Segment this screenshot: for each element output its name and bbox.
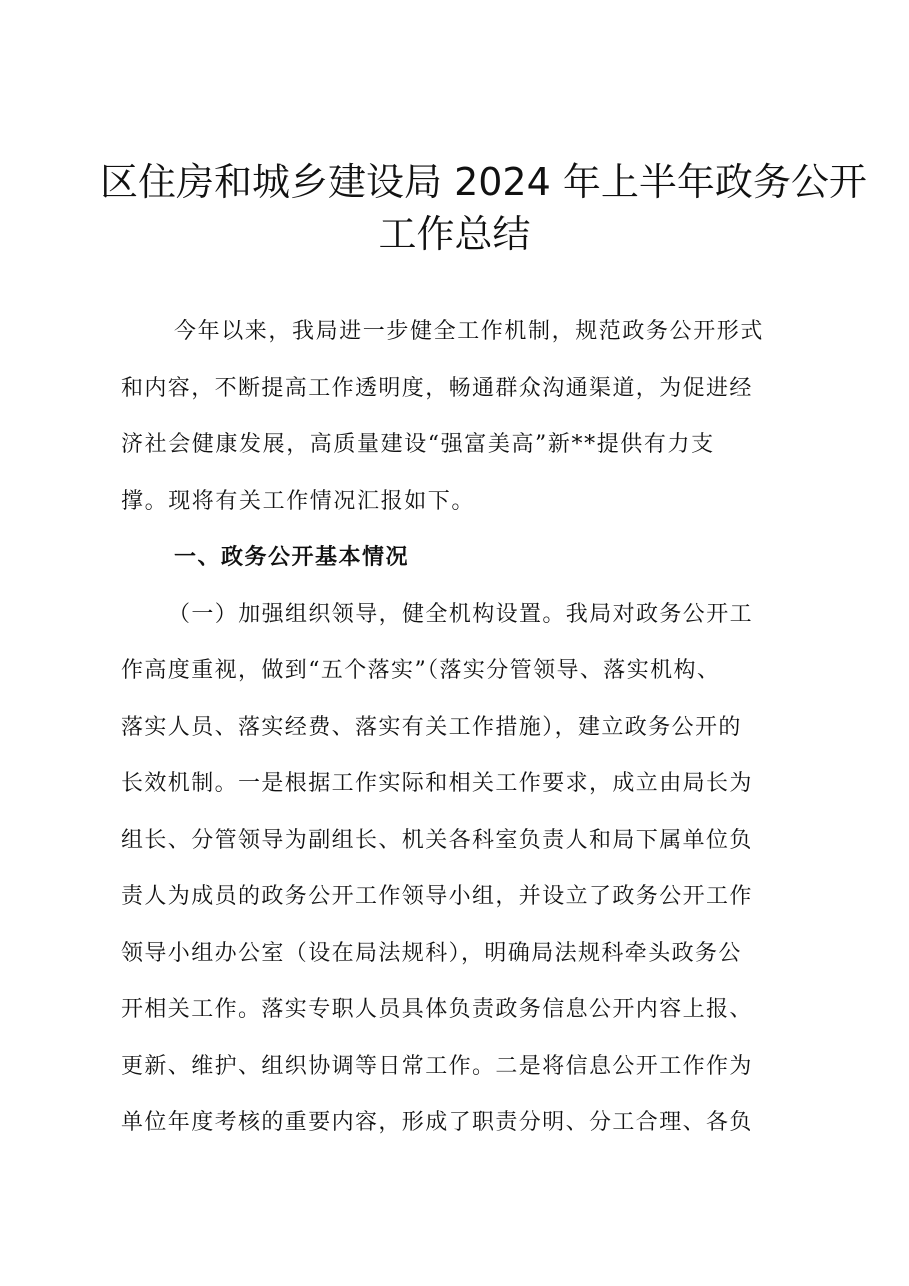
document-title-line-1: 区住房和城乡建设局 2024 年上半年政务公开 [100,160,867,204]
section-1-line-2: 作高度重视，做到“五个落实”（落实分管领导、落实机构、 [121,658,721,683]
section-1-line-5: 组长、分管领导为副组长、机关各科室负责人和局下属单位负 [121,828,753,853]
paragraph-line [0,882,909,912]
paragraph-line [0,1052,909,1082]
paragraph-line [0,430,909,460]
section-1-line-8: 开相关工作。落实专职人员具体负责政务信息公开内容上报、 [121,997,753,1022]
intro-line-2: 和内容，不断提高工作透明度，畅通群众沟通渠道，为促进经 [121,376,753,401]
paragraph-line [0,1108,909,1138]
paragraph-line [0,317,909,347]
section-1-line-3: 落实人员、落实经费、落实有关工作措施），建立政务公开的 [121,715,742,740]
paragraph-line [0,656,909,686]
section-1-line-6: 责人为成员的政务公开工作领导小组，并设立了政务公开工作 [121,884,753,909]
paragraph-line [0,995,909,1025]
paragraph-line [0,600,909,630]
section-1-line-10: 单位年度考核的重要内容，形成了职责分明、分工合理、各负 [121,1110,753,1135]
paragraph-line [0,939,909,969]
section-1-line-4: 长效机制。一是根据工作实际和相关工作要求，成立由局长为 [121,771,753,796]
section-1-line-7: 领导小组办公室（设在局法规科），明确局法规科牵头政务公 [121,941,742,966]
paragraph-line [0,487,909,517]
paragraph-line [0,826,909,856]
section-heading [0,543,909,573]
section-1-line-1: （一）加强组织领导，健全机构设置。我局对政务公开工 [168,602,754,627]
paragraph-line [0,374,909,404]
intro-line-4: 撑。现将有关工作情况汇报如下。 [121,489,476,514]
document-title-line-2: 工作总结 [378,212,531,256]
paragraph-line [0,713,909,743]
intro-line-3: 济社会健康发展，高质量建设“强富美高”新**提供有力支 [121,432,715,457]
section-1-line-9: 更新、维护、组织协调等日常工作。二是将信息公开工作作为 [121,1054,753,1079]
intro-line-1: 今年以来，我局进一步健全工作机制，规范政务公开形式 [174,319,765,344]
paragraph-line [0,769,909,799]
section-1-heading: 一、政务公开基本情况 [174,545,410,570]
